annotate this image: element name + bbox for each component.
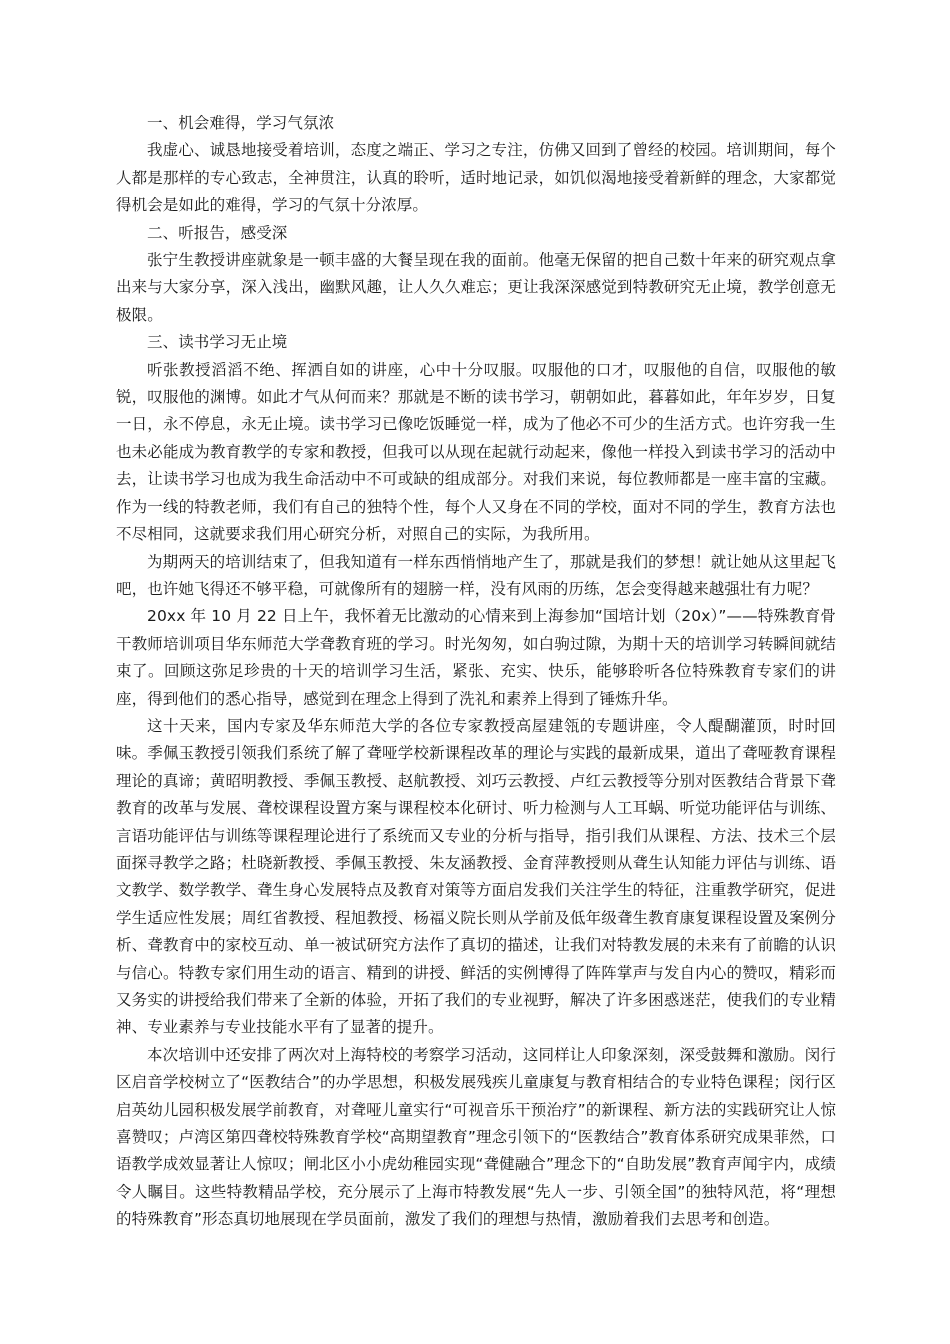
section-heading-opportunity: 一、机会难得，学习气氛浓 [147, 114, 335, 132]
section-heading-reports: 二、听报告，感受深 [147, 223, 288, 242]
paragraph-expert-lectures: 这十天来，国内专家及华东师范大学的各位专家教授高屋建瓴的专题讲座，令人醍醐灌顶，时时回味。季佩玉教授引领我们系统了解了聋哑学校新课程改革的理论与实践的最新成果，道出了聋哑教育课程理论的真谛；黄昭明教授、季佩玉教授、赵航教授、刘巧云教授、卢红云教授等分别对医教结合背景下聋教育的改革与发展、聋校课程设置方案与课程校本化研讨、听力检测与人工耳蜗、听觉功能评估与训练、言语功能评估与训练等课程理论进行了系统而又专业的分析与指导，指引我们从课程、方法、技术三个层面探寻教学之路；杜晓新教授、季佩玉教授、朱友涵教授、金育萍教授则从聋生认知能力评估与训练、语文教学、数学教学、聋生身心发展特点及教育对策等方面启发我们关注学生的特征，注重教学研究，促进学生适应性发展；周红省教授、程旭教授、杨福义院长则从学前及低年级聋生教育康复课程设置及案例分析、聋教育中的家校互动、单一被试研究方法作了真切的描述，让我们对特教发展的未来有了前瞻的认识与信心。特教专家们用生动的语言、精到的讲授、鲜活的实例博得了阵阵掌声与发自内心的赞叹，精彩而又务实的讲授给我们带来了全新的体验，开拓了我们的专业视野，解决了许多困惑迷茫，使我们的专业精神、专业素养与专业技能水平有了显著的提升。 [116, 716, 836, 1037]
section-heading-reading: 三、读书学习无止境 [147, 333, 288, 352]
paragraph-school-visits: 本次培训中还安排了两次对上海特校的考察学习活动，这同样让人印象深刻，深受鼓舞和激励。闵行区启音学校树立了“医教结合”的办学思想，积极发展残疾儿童康复与教育相结合的专业特色课程；闵行区启英幼儿园积极发展学前教育，对聋哑儿童实行“可视音乐干预治疗”的新课程、新方法的实践研究让人惊喜赞叹；卢湾区第四聋校特殊教育学校“高期望教育”理念引领下的“医教结合”教育体系研究成果菲然，口语教学成效显著让人惊叹；闸北区小小虎幼稚园实现“聋健融合”理念下的“自助发展”教育声闻宇内，成绩令人瞩目。这些特教精品学校，充分展示了上海市特教发展“先人一步、引领全国”的独特风范，将“理想的特殊教育”形态真切地展现在学员面前，激发了我们的理想与热情，激励着我们去思考和创造。 [116, 1045, 836, 1229]
document-body [116, 110, 836, 1234]
paragraph-shanghai-training: 20xx 年 10 月 22 日上午，我怀着无比激动的心情来到上海参加“国培计划（20x）”——特殊教育骨干教师培训项目华东师范大学聋教育班的学习。时光匆匆，如白驹过隙，为期十天的培训学习转瞬间就结束了。回顾这弥足珍贵的十天的培训学习生活，紧张、充实、快乐，能够聆听各位特殊教育专家们的讲座，得到他们的悉心指导，感觉到在理念上得到了洗礼和素养上得到了锤炼升华。 [116, 607, 836, 708]
paragraph-lecture-impression: 张宁生教授讲座就象是一顿丰盛的大餐呈现在我的面前。他毫无保留的把自己数十年来的研究观点拿出来与大家分享，深入浅出，幽默风趣，让人久久难忘；更让我深深感觉到特教研究无止境，教学创意无极限。 [116, 251, 836, 324]
paragraph-training-attitude: 我虚心、诚恳地接受着培训，态度之端正、学习之专注，仿佛又回到了曾经的校园。培训期间，每个人都是那样的专心致志，全神贯注，认真的聆听，适时地记录，如饥似渴地接受着新鲜的理念，大家都觉得机会是如此的难得，学习的气氛十分浓厚。 [116, 141, 836, 215]
paragraph-reading-learning: 听张教授滔滔不绝、挥洒自如的讲座，心中十分叹服。叹服他的口才，叹服他的自信，叹服他的敏锐，叹服他的渊博。如此才气从何而来？那就是不断的读书学习，朝朝如此，暮暮如此，年年岁岁，日复一日，永不停息，永无止境。读书学习已像吃饭睡觉一样，成为了他必不可少的生活方式。也许穷我一生也未必能成为教育教学的专家和教授，但我可以从现在起就行动起来，像他一样投入到读书学习的活动中去，让读书学习也成为我生命活动中不可或缺的组成部分。对我们来说，每位教师都是一座丰富的宝藏。作为一线的特教老师，我们有自己的独特个性，每个人又身在不同的学校，面对不同的学生，教育方法也不尽相同，这就要求我们用心研究分析，对照自己的实际，为我所用。 [116, 360, 836, 544]
paragraph-dream: 为期两天的培训结束了，但我知道有一样东西悄悄地产生了，那就是我们的梦想！就让她从这里起飞吧，也许她飞得还不够平稳，可就像所有的翅膀一样，没有风雨的历练，怎会变得越来越强壮有力呢？ [116, 552, 836, 598]
